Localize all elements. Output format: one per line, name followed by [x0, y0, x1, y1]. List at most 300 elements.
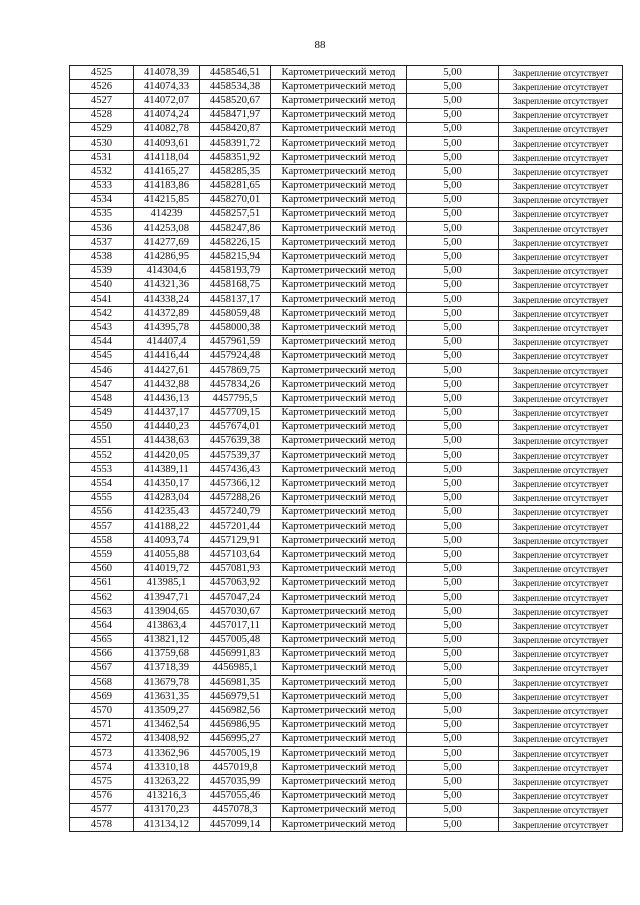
method-cell: Картометрический метод	[271, 690, 407, 704]
x-coordinate-cell: 413263,22	[134, 775, 200, 789]
y-coordinate-cell: 4457063,92	[200, 576, 271, 590]
method-cell: Картометрический метод	[271, 250, 407, 264]
accuracy-cell: 5,00	[407, 420, 499, 434]
y-coordinate-cell: 4458000,38	[200, 321, 271, 335]
fixing-status-cell: Закрепление отсутствует	[499, 165, 623, 179]
method-cell: Картометрический метод	[271, 761, 407, 775]
method-cell: Картометрический метод	[271, 392, 407, 406]
y-coordinate-cell: 4458351,92	[200, 151, 271, 165]
accuracy-cell: 5,00	[407, 789, 499, 803]
accuracy-cell: 5,00	[407, 250, 499, 264]
x-coordinate-cell: 414093,61	[134, 136, 200, 150]
x-coordinate-cell: 414072,07	[134, 94, 200, 108]
fixing-status-cell: Закрепление отсутствует	[499, 576, 623, 590]
x-coordinate-cell: 413631,35	[134, 690, 200, 704]
x-coordinate-cell: 414078,39	[134, 66, 200, 80]
method-cell: Картометрический метод	[271, 576, 407, 590]
fixing-status-cell: Закрепление отсутствует	[499, 207, 623, 221]
fixing-status-cell: Закрепление отсутствует	[499, 108, 623, 122]
method-cell: Картометрический метод	[271, 803, 407, 817]
fixing-status-cell: Закрепление отсутствует	[499, 676, 623, 690]
y-coordinate-cell: 4457017,11	[200, 619, 271, 633]
point-number-cell: 4561	[70, 576, 134, 590]
y-coordinate-cell: 4458471,97	[200, 108, 271, 122]
point-number-cell: 4549	[70, 406, 134, 420]
x-coordinate-cell: 414438,63	[134, 434, 200, 448]
coordinates-table	[69, 65, 623, 832]
point-number-cell: 4541	[70, 293, 134, 307]
fixing-status-cell: Закрепление отсутствует	[499, 690, 623, 704]
y-coordinate-cell: 4458257,51	[200, 207, 271, 221]
point-number-cell: 4546	[70, 363, 134, 377]
y-coordinate-cell: 4458534,38	[200, 80, 271, 94]
accuracy-cell: 5,00	[407, 434, 499, 448]
accuracy-cell: 5,00	[407, 562, 499, 576]
method-cell: Картометрический метод	[271, 122, 407, 136]
point-number-cell: 4562	[70, 590, 134, 604]
y-coordinate-cell: 4458520,67	[200, 94, 271, 108]
accuracy-cell: 5,00	[407, 491, 499, 505]
table-row	[70, 590, 623, 604]
point-number-cell: 4564	[70, 619, 134, 633]
x-coordinate-cell: 414389,11	[134, 463, 200, 477]
point-number-cell: 4555	[70, 491, 134, 505]
fixing-status-cell: Закрепление отсутствует	[499, 534, 623, 548]
accuracy-cell: 5,00	[407, 747, 499, 761]
fixing-status-cell: Закрепление отсутствует	[499, 66, 623, 80]
x-coordinate-cell: 413947,71	[134, 590, 200, 604]
x-coordinate-cell: 413216,3	[134, 789, 200, 803]
x-coordinate-cell: 414432,88	[134, 378, 200, 392]
y-coordinate-cell: 4458137,17	[200, 293, 271, 307]
point-number-cell: 4536	[70, 222, 134, 236]
y-coordinate-cell: 4457019,8	[200, 761, 271, 775]
fixing-status-cell: Закрепление отсутствует	[499, 477, 623, 491]
method-cell: Картометрический метод	[271, 605, 407, 619]
accuracy-cell: 5,00	[407, 520, 499, 534]
fixing-status-cell: Закрепление отсутствует	[499, 236, 623, 250]
point-number-cell: 4558	[70, 534, 134, 548]
accuracy-cell: 5,00	[407, 278, 499, 292]
table-row	[70, 335, 623, 349]
method-cell: Картометрический метод	[271, 222, 407, 236]
fixing-status-cell: Закрепление отсутствует	[499, 151, 623, 165]
fixing-status-cell: Закрепление отсутствует	[499, 307, 623, 321]
table-row	[70, 363, 623, 377]
point-number-cell: 4551	[70, 434, 134, 448]
table-row	[70, 321, 623, 335]
y-coordinate-cell: 4458168,75	[200, 278, 271, 292]
point-number-cell: 4526	[70, 80, 134, 94]
table-row	[70, 761, 623, 775]
x-coordinate-cell: 414395,78	[134, 321, 200, 335]
y-coordinate-cell: 4457366,12	[200, 477, 271, 491]
table-row	[70, 293, 623, 307]
table-row	[70, 520, 623, 534]
point-number-cell: 4531	[70, 151, 134, 165]
y-coordinate-cell: 4457869,75	[200, 363, 271, 377]
table-row	[70, 690, 623, 704]
method-cell: Картометрический метод	[271, 775, 407, 789]
point-number-cell: 4576	[70, 789, 134, 803]
accuracy-cell: 5,00	[407, 293, 499, 307]
fixing-status-cell: Закрепление отсутствует	[499, 590, 623, 604]
table-row	[70, 108, 623, 122]
point-number-cell: 4552	[70, 449, 134, 463]
y-coordinate-cell: 4457030,67	[200, 605, 271, 619]
accuracy-cell: 5,00	[407, 661, 499, 675]
x-coordinate-cell: 414093,74	[134, 534, 200, 548]
table-row	[70, 718, 623, 732]
point-number-cell: 4560	[70, 562, 134, 576]
coordinates-table-body	[70, 66, 623, 832]
y-coordinate-cell: 4457201,44	[200, 520, 271, 534]
table-row	[70, 789, 623, 803]
point-number-cell: 4548	[70, 392, 134, 406]
table-row	[70, 378, 623, 392]
method-cell: Картометрический метод	[271, 151, 407, 165]
table-row	[70, 307, 623, 321]
method-cell: Картометрический метод	[271, 321, 407, 335]
y-coordinate-cell: 4457099,14	[200, 817, 271, 831]
fixing-status-cell: Закрепление отсутствует	[499, 193, 623, 207]
method-cell: Картометрический метод	[271, 676, 407, 690]
fixing-status-cell: Закрепление отсутствует	[499, 520, 623, 534]
fixing-status-cell: Закрепление отсутствует	[499, 122, 623, 136]
y-coordinate-cell: 4457924,48	[200, 349, 271, 363]
table-row	[70, 619, 623, 633]
accuracy-cell: 5,00	[407, 619, 499, 633]
table-row	[70, 406, 623, 420]
fixing-status-cell: Закрепление отсутствует	[499, 420, 623, 434]
fixing-status-cell: Закрепление отсутствует	[499, 491, 623, 505]
x-coordinate-cell: 413509,27	[134, 704, 200, 718]
method-cell: Картометрический метод	[271, 463, 407, 477]
x-coordinate-cell: 413170,23	[134, 803, 200, 817]
x-coordinate-cell: 414440,23	[134, 420, 200, 434]
method-cell: Картометрический метод	[271, 661, 407, 675]
table-row	[70, 576, 623, 590]
x-coordinate-cell: 414338,24	[134, 293, 200, 307]
method-cell: Картометрический метод	[271, 264, 407, 278]
y-coordinate-cell: 4457436,43	[200, 463, 271, 477]
y-coordinate-cell: 4458546,51	[200, 66, 271, 80]
method-cell: Картометрический метод	[271, 534, 407, 548]
x-coordinate-cell: 413310,18	[134, 761, 200, 775]
y-coordinate-cell: 4457674,01	[200, 420, 271, 434]
y-coordinate-cell: 4456981,35	[200, 676, 271, 690]
x-coordinate-cell: 414253,08	[134, 222, 200, 236]
point-number-cell: 4533	[70, 179, 134, 193]
table-row	[70, 222, 623, 236]
point-number-cell: 4528	[70, 108, 134, 122]
fixing-status-cell: Закрепление отсутствует	[499, 661, 623, 675]
method-cell: Картометрический метод	[271, 704, 407, 718]
fixing-status-cell: Закрепление отсутствует	[499, 434, 623, 448]
page-number: 88	[314, 39, 326, 51]
accuracy-cell: 5,00	[407, 647, 499, 661]
accuracy-cell: 5,00	[407, 363, 499, 377]
y-coordinate-cell: 4458226,15	[200, 236, 271, 250]
accuracy-cell: 5,00	[407, 449, 499, 463]
y-coordinate-cell: 4457035,99	[200, 775, 271, 789]
method-cell: Картометрический метод	[271, 548, 407, 562]
accuracy-cell: 5,00	[407, 321, 499, 335]
x-coordinate-cell: 414235,43	[134, 505, 200, 519]
x-coordinate-cell: 414215,85	[134, 193, 200, 207]
accuracy-cell: 5,00	[407, 704, 499, 718]
accuracy-cell: 5,00	[407, 605, 499, 619]
point-number-cell: 4527	[70, 94, 134, 108]
accuracy-cell: 5,00	[407, 165, 499, 179]
method-cell: Картометрический метод	[271, 619, 407, 633]
point-number-cell: 4566	[70, 647, 134, 661]
point-number-cell: 4539	[70, 264, 134, 278]
fixing-status-cell: Закрепление отсутствует	[499, 293, 623, 307]
accuracy-cell: 5,00	[407, 378, 499, 392]
method-cell: Картометрический метод	[271, 94, 407, 108]
accuracy-cell: 5,00	[407, 718, 499, 732]
point-number-cell: 4556	[70, 505, 134, 519]
fixing-status-cell: Закрепление отсутствует	[499, 605, 623, 619]
accuracy-cell: 5,00	[407, 307, 499, 321]
method-cell: Картометрический метод	[271, 293, 407, 307]
accuracy-cell: 5,00	[407, 193, 499, 207]
fixing-status-cell: Закрепление отсутствует	[499, 803, 623, 817]
table-row	[70, 66, 623, 80]
accuracy-cell: 5,00	[407, 122, 499, 136]
x-coordinate-cell: 414074,24	[134, 108, 200, 122]
accuracy-cell: 5,00	[407, 207, 499, 221]
point-number-cell: 4547	[70, 378, 134, 392]
method-cell: Картометрический метод	[271, 420, 407, 434]
accuracy-cell: 5,00	[407, 676, 499, 690]
point-number-cell: 4567	[70, 661, 134, 675]
point-number-cell: 4550	[70, 420, 134, 434]
table-row	[70, 633, 623, 647]
x-coordinate-cell: 413408,92	[134, 732, 200, 746]
point-number-cell: 4545	[70, 349, 134, 363]
table-row	[70, 647, 623, 661]
y-coordinate-cell: 4456979,51	[200, 690, 271, 704]
y-coordinate-cell: 4457005,48	[200, 633, 271, 647]
table-row	[70, 250, 623, 264]
method-cell: Картометрический метод	[271, 335, 407, 349]
x-coordinate-cell: 413679,78	[134, 676, 200, 690]
method-cell: Картометрический метод	[271, 207, 407, 221]
table-row	[70, 803, 623, 817]
fixing-status-cell: Закрепление отсутствует	[499, 136, 623, 150]
fixing-status-cell: Закрепление отсутствует	[499, 775, 623, 789]
fixing-status-cell: Закрепление отсутствует	[499, 335, 623, 349]
method-cell: Картометрический метод	[271, 108, 407, 122]
y-coordinate-cell: 4457539,37	[200, 449, 271, 463]
method-cell: Картометрический метод	[271, 236, 407, 250]
accuracy-cell: 5,00	[407, 576, 499, 590]
x-coordinate-cell: 413863,4	[134, 619, 200, 633]
point-number-cell: 4543	[70, 321, 134, 335]
y-coordinate-cell: 4457240,79	[200, 505, 271, 519]
point-number-cell: 4574	[70, 761, 134, 775]
table-row	[70, 732, 623, 746]
accuracy-cell: 5,00	[407, 108, 499, 122]
accuracy-cell: 5,00	[407, 548, 499, 562]
method-cell: Картометрический метод	[271, 562, 407, 576]
fixing-status-cell: Закрепление отсутствует	[499, 732, 623, 746]
y-coordinate-cell: 4457055,46	[200, 789, 271, 803]
table-row	[70, 392, 623, 406]
fixing-status-cell: Закрепление отсутствует	[499, 321, 623, 335]
accuracy-cell: 5,00	[407, 349, 499, 363]
method-cell: Картометрический метод	[271, 434, 407, 448]
accuracy-cell: 5,00	[407, 264, 499, 278]
y-coordinate-cell: 4458420,87	[200, 122, 271, 136]
y-coordinate-cell: 4457795,5	[200, 392, 271, 406]
accuracy-cell: 5,00	[407, 590, 499, 604]
accuracy-cell: 5,00	[407, 392, 499, 406]
y-coordinate-cell: 4457005,19	[200, 747, 271, 761]
table-row	[70, 136, 623, 150]
table-row	[70, 151, 623, 165]
method-cell: Картометрический метод	[271, 349, 407, 363]
x-coordinate-cell: 414019,72	[134, 562, 200, 576]
fixing-status-cell: Закрепление отсутствует	[499, 747, 623, 761]
point-number-cell: 4534	[70, 193, 134, 207]
fixing-status-cell: Закрепление отсутствует	[499, 548, 623, 562]
fixing-status-cell: Закрепление отсутствует	[499, 222, 623, 236]
y-coordinate-cell: 4457834,26	[200, 378, 271, 392]
accuracy-cell: 5,00	[407, 151, 499, 165]
accuracy-cell: 5,00	[407, 80, 499, 94]
x-coordinate-cell: 414304,6	[134, 264, 200, 278]
table-row	[70, 193, 623, 207]
x-coordinate-cell: 414165,27	[134, 165, 200, 179]
x-coordinate-cell: 414183,86	[134, 179, 200, 193]
point-number-cell: 4578	[70, 817, 134, 831]
x-coordinate-cell: 414055,88	[134, 548, 200, 562]
accuracy-cell: 5,00	[407, 690, 499, 704]
method-cell: Картометрический метод	[271, 747, 407, 761]
method-cell: Картометрический метод	[271, 307, 407, 321]
table-row	[70, 491, 623, 505]
table-row	[70, 676, 623, 690]
point-number-cell: 4563	[70, 605, 134, 619]
fixing-status-cell: Закрепление отсутствует	[499, 505, 623, 519]
point-number-cell: 4573	[70, 747, 134, 761]
point-number-cell: 4537	[70, 236, 134, 250]
table-row	[70, 278, 623, 292]
accuracy-cell: 5,00	[407, 633, 499, 647]
y-coordinate-cell: 4457961,59	[200, 335, 271, 349]
point-number-cell: 4575	[70, 775, 134, 789]
table-row	[70, 80, 623, 94]
y-coordinate-cell: 4456985,1	[200, 661, 271, 675]
method-cell: Картометрический метод	[271, 193, 407, 207]
method-cell: Картометрический метод	[271, 520, 407, 534]
table-row	[70, 165, 623, 179]
point-number-cell: 4577	[70, 803, 134, 817]
table-row	[70, 817, 623, 831]
point-number-cell: 4557	[70, 520, 134, 534]
x-coordinate-cell: 414239	[134, 207, 200, 221]
fixing-status-cell: Закрепление отсутствует	[499, 789, 623, 803]
point-number-cell: 4535	[70, 207, 134, 221]
method-cell: Картометрический метод	[271, 278, 407, 292]
table-row	[70, 434, 623, 448]
x-coordinate-cell: 413821,12	[134, 633, 200, 647]
accuracy-cell: 5,00	[407, 477, 499, 491]
x-coordinate-cell: 414350,17	[134, 477, 200, 491]
point-number-cell: 4525	[70, 66, 134, 80]
point-number-cell: 4532	[70, 165, 134, 179]
x-coordinate-cell: 414188,22	[134, 520, 200, 534]
accuracy-cell: 5,00	[407, 222, 499, 236]
y-coordinate-cell: 4456995,27	[200, 732, 271, 746]
accuracy-cell: 5,00	[407, 179, 499, 193]
y-coordinate-cell: 4456986,95	[200, 718, 271, 732]
table-row	[70, 534, 623, 548]
fixing-status-cell: Закрепление отсутствует	[499, 633, 623, 647]
y-coordinate-cell: 4458247,86	[200, 222, 271, 236]
x-coordinate-cell: 413985,1	[134, 576, 200, 590]
method-cell: Картометрический метод	[271, 817, 407, 831]
method-cell: Картометрический метод	[271, 789, 407, 803]
x-coordinate-cell: 413904,65	[134, 605, 200, 619]
table-row	[70, 661, 623, 675]
y-coordinate-cell: 4458215,94	[200, 250, 271, 264]
fixing-status-cell: Закрепление отсутствует	[499, 619, 623, 633]
x-coordinate-cell: 414372,89	[134, 307, 200, 321]
accuracy-cell: 5,00	[407, 94, 499, 108]
y-coordinate-cell: 4457081,93	[200, 562, 271, 576]
table-row	[70, 463, 623, 477]
table-row	[70, 605, 623, 619]
y-coordinate-cell: 4457078,3	[200, 803, 271, 817]
point-number-cell: 4553	[70, 463, 134, 477]
point-number-cell: 4570	[70, 704, 134, 718]
fixing-status-cell: Закрепление отсутствует	[499, 378, 623, 392]
x-coordinate-cell: 414321,36	[134, 278, 200, 292]
fixing-status-cell: Закрепление отсутствует	[499, 250, 623, 264]
y-coordinate-cell: 4457709,15	[200, 406, 271, 420]
x-coordinate-cell: 413134,12	[134, 817, 200, 831]
point-number-cell: 4544	[70, 335, 134, 349]
method-cell: Картометрический метод	[271, 449, 407, 463]
method-cell: Картометрический метод	[271, 66, 407, 80]
point-number-cell: 4572	[70, 732, 134, 746]
x-coordinate-cell: 414283,04	[134, 491, 200, 505]
accuracy-cell: 5,00	[407, 775, 499, 789]
y-coordinate-cell: 4458281,65	[200, 179, 271, 193]
y-coordinate-cell: 4457129,91	[200, 534, 271, 548]
y-coordinate-cell: 4458285,35	[200, 165, 271, 179]
fixing-status-cell: Закрепление отсутствует	[499, 363, 623, 377]
accuracy-cell: 5,00	[407, 136, 499, 150]
method-cell: Картометрический метод	[271, 477, 407, 491]
accuracy-cell: 5,00	[407, 66, 499, 80]
y-coordinate-cell: 4456991,83	[200, 647, 271, 661]
y-coordinate-cell: 4457288,26	[200, 491, 271, 505]
point-number-cell: 4565	[70, 633, 134, 647]
x-coordinate-cell: 414436,13	[134, 392, 200, 406]
method-cell: Картометрический метод	[271, 718, 407, 732]
x-coordinate-cell: 413362,96	[134, 747, 200, 761]
accuracy-cell: 5,00	[407, 732, 499, 746]
method-cell: Картометрический метод	[271, 80, 407, 94]
x-coordinate-cell: 414407,4	[134, 335, 200, 349]
point-number-cell: 4540	[70, 278, 134, 292]
fixing-status-cell: Закрепление отсутствует	[499, 349, 623, 363]
